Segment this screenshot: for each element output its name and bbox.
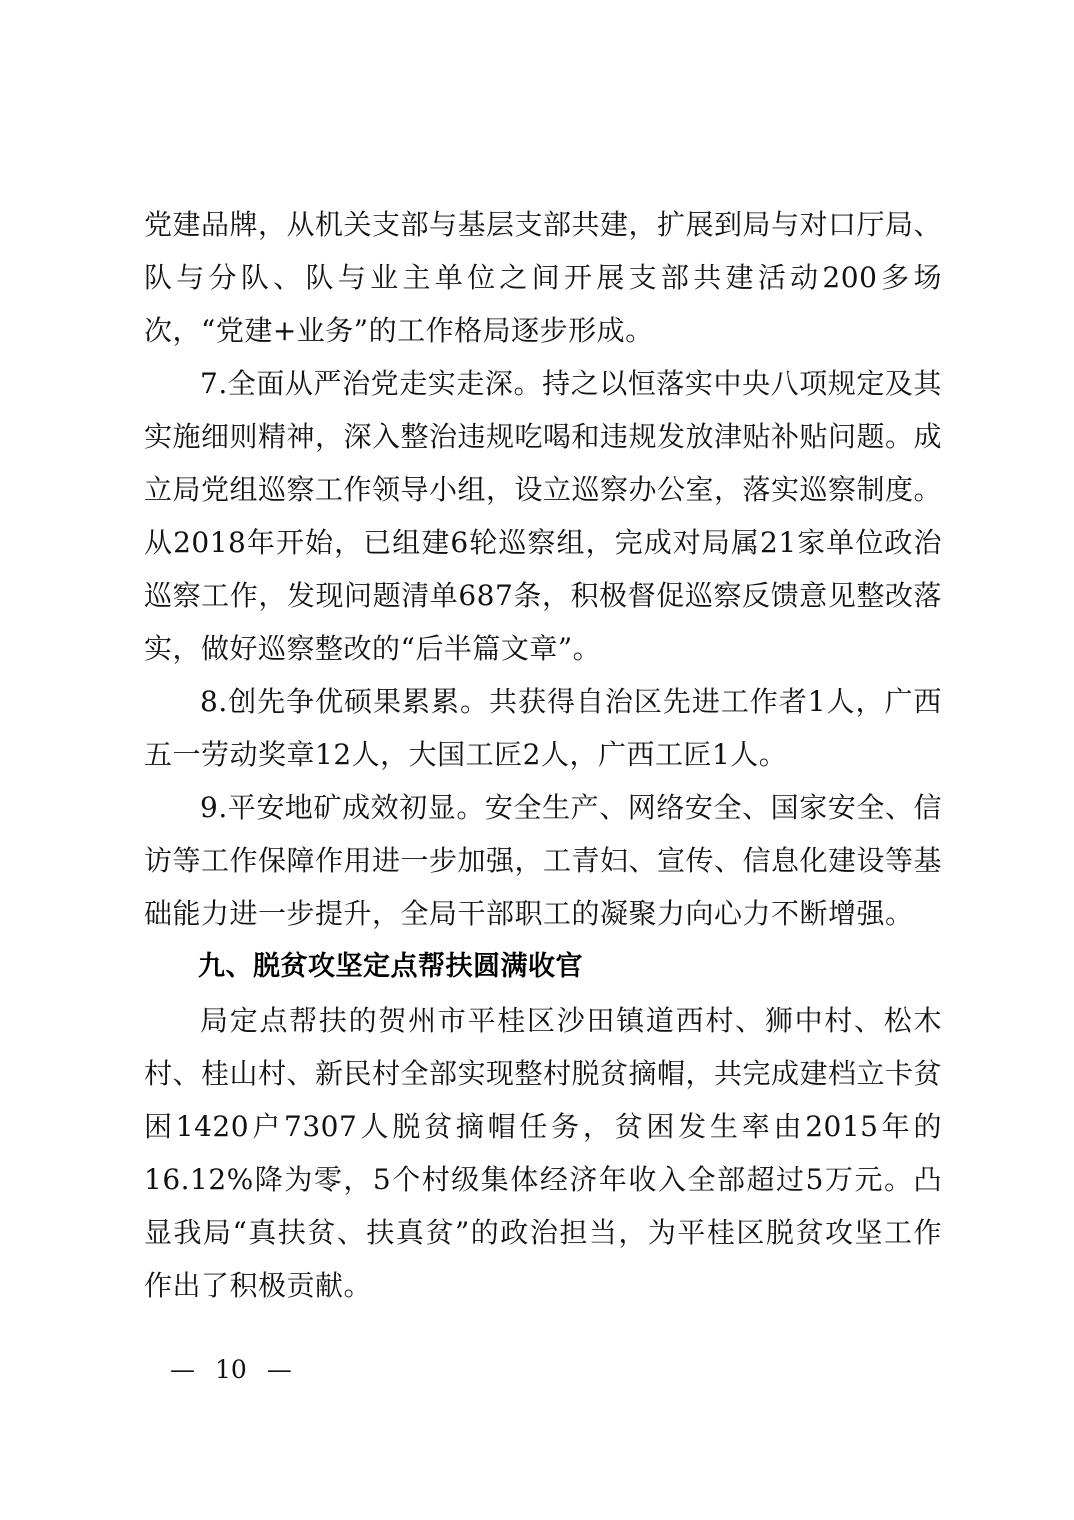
paragraph-party-building-brand: 党建品牌，从机关支部与基层支部共建，扩展到局与对口厅局、队与分队、队与业主单位之间开展支部共建活动200多场次，“党建+业务”的工作格局逐步形成。 [144, 208, 943, 347]
paragraph-poverty-alleviation: 局定点帮扶的贺州市平桂区沙田镇道西村、狮中村、松木村、桂山村、新民村全部实现整村脱贫摘帽，共完成建档立卡贫困1420户7307人脱贫摘帽任务，贫困发生率由2015年的16.12%降为零，5个村级集体经济年收入全部超过5万元。凸显我局“真扶贫、扶真贫”的政治担当，为平桂区脱贫攻坚工作作出了积极贡献。 [144, 1004, 943, 1302]
document-body [144, 198, 942, 1312]
section-heading-poverty-alleviation: 九、脱贫攻坚定点帮扶圆满收官 [198, 951, 583, 982]
page-number-footer [170, 1350, 292, 1390]
page-number-dash-right: — [266, 1355, 292, 1384]
page-number: 10 [214, 1355, 247, 1384]
paragraph-strict-governance: 7.全面从严治党走实走深。持之以恒落实中央八项规定及其实施细则精神，深入整治违规吃喝和违规发放津贴补贴问题。成立局党组巡察工作领导小组，设立巡察办公室，落实巡察制度。从2018年开始，已组建6轮巡察组，完成对局属21家单位政治巡察工作，发现问题清单687条，积极督促巡察反馈意见整改落实，做好巡察整改的“后半篇文章”。 [144, 367, 943, 665]
page-number-dash-left: — [170, 1355, 195, 1384]
paragraph-excellence-awards: 8.创先争优硕果累累。共获得自治区先进工作者1人，广西五一劳动奖章12人，大国工匠2人，广西工匠1人。 [144, 685, 942, 771]
paragraph-safe-geology: 9.平安地矿成效初显。安全生产、网络安全、国家安全、信访等工作保障作用进一步加强，工青妇、宣传、信息化建设等基础能力进一步提升，全局干部职工的凝聚力向心力不断增强。 [144, 791, 943, 930]
